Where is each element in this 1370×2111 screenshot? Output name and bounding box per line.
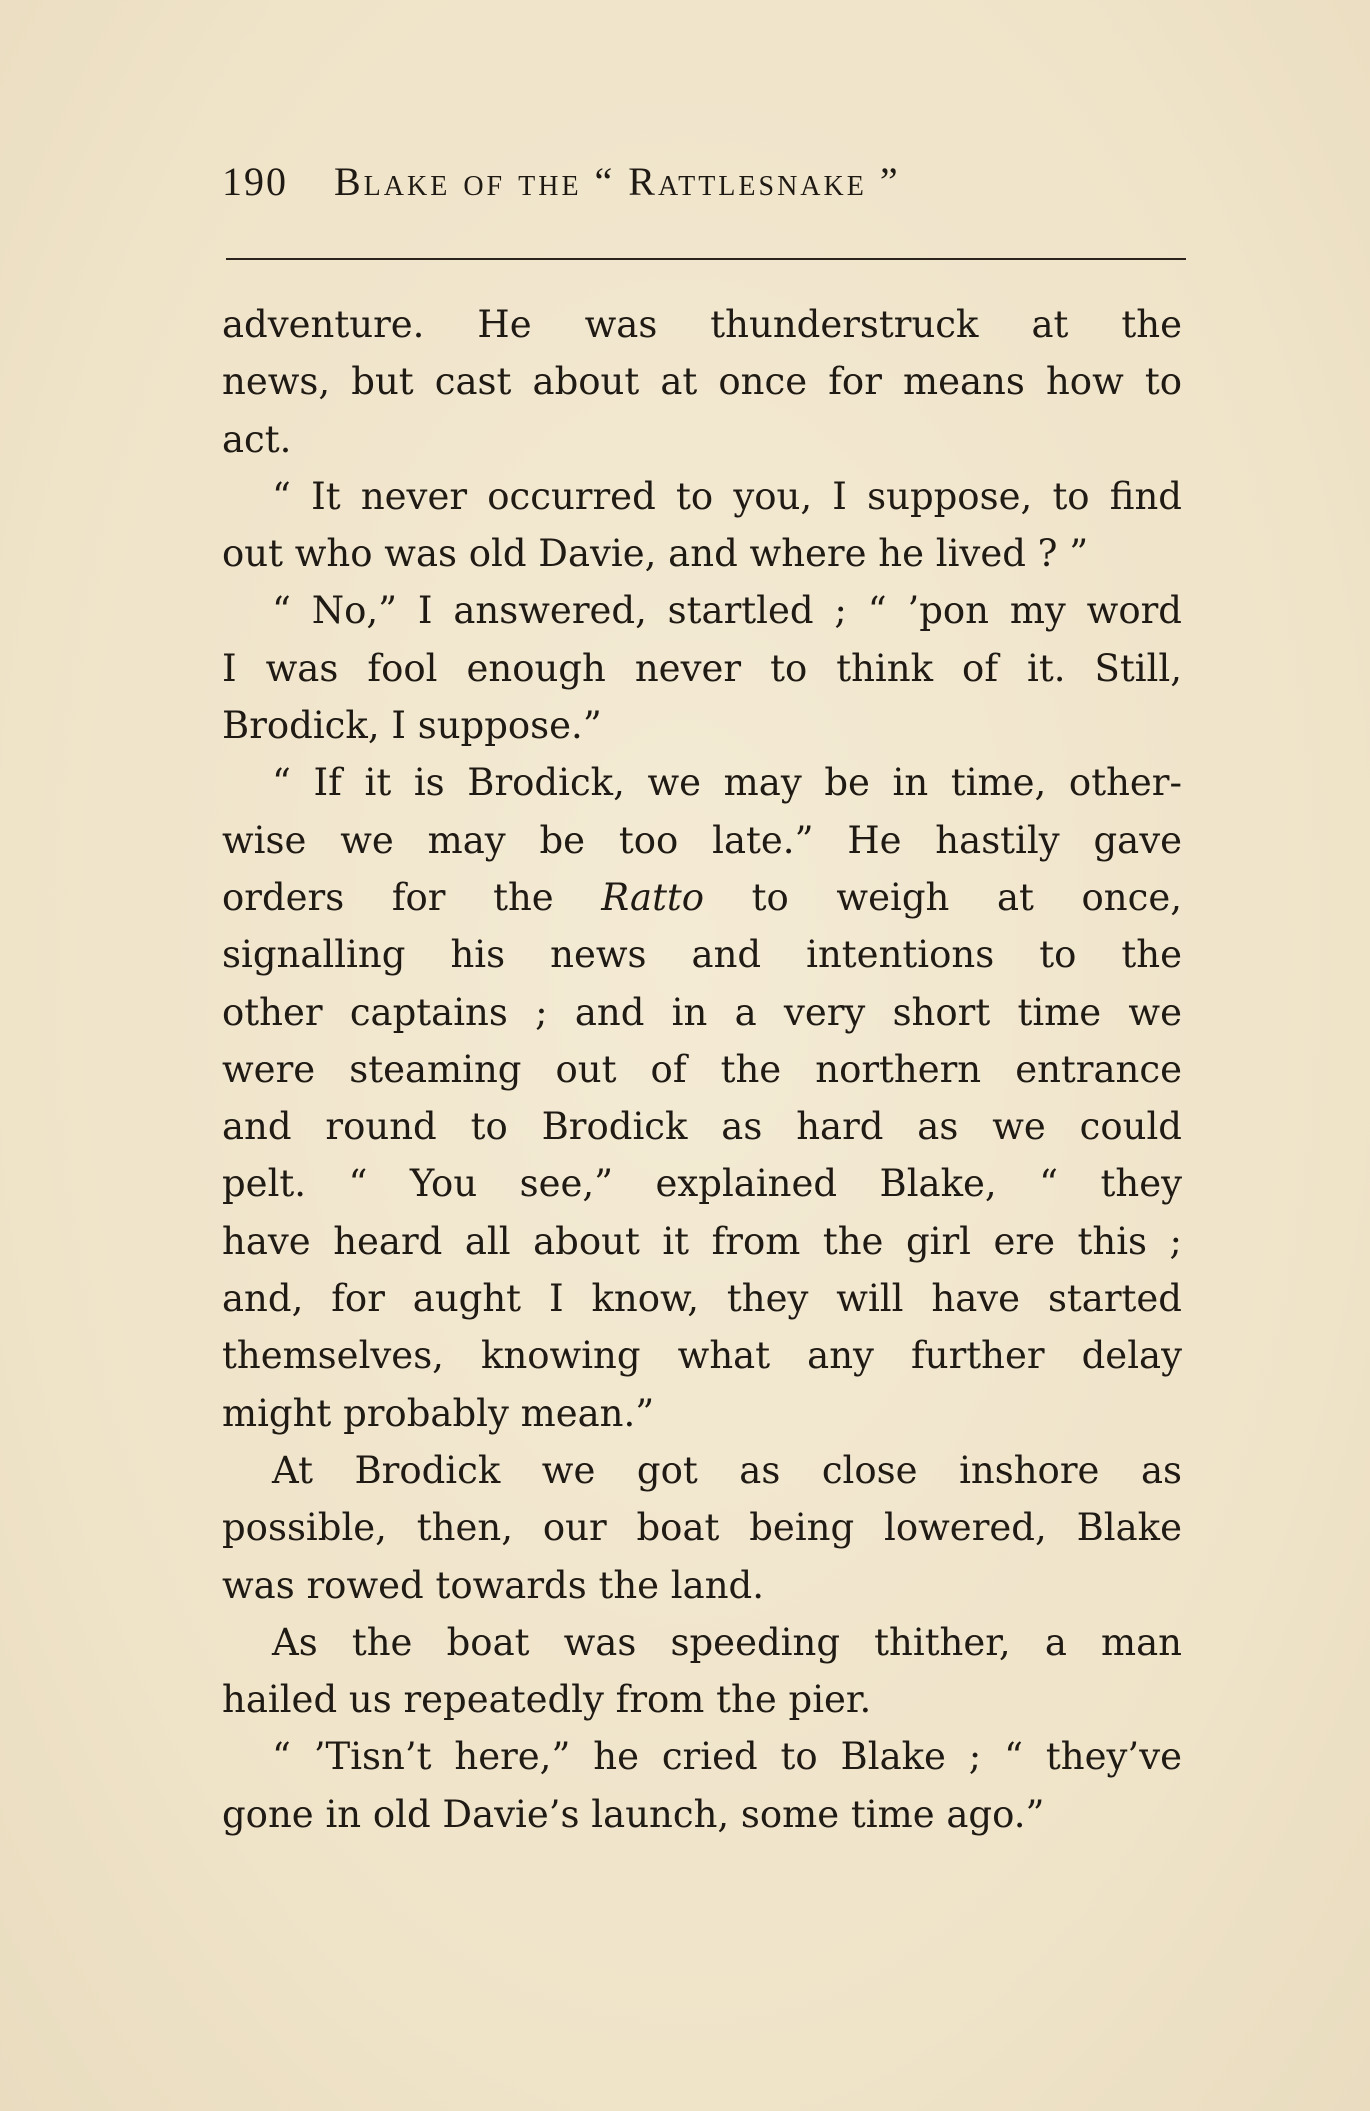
text-line: out who was old Davie, and where he lived ? ” bbox=[222, 532, 1089, 576]
header-rule bbox=[226, 258, 1186, 260]
text-line: other captains ; and in a very short time we bbox=[222, 990, 1182, 1034]
page-number: 190 bbox=[222, 159, 288, 204]
italic-ship-name: Ratto bbox=[601, 875, 705, 919]
text-line: was rowed towards the land. bbox=[222, 1563, 764, 1607]
text-line: pelt. “ You see,” explained Blake, “ they bbox=[222, 1162, 1182, 1206]
body-text bbox=[222, 296, 1182, 1843]
text-line: and, for aught I know, they will have started bbox=[222, 1277, 1182, 1321]
text-line: As the boat was speeding thither, a man bbox=[272, 1620, 1182, 1664]
text-line: “ No,” I answered, startled ; “ ’pon my word bbox=[272, 589, 1182, 633]
text-line: wise we may be too late.” He hastily gave bbox=[222, 818, 1182, 862]
text-line: news, but cast about at once for means how to bbox=[222, 360, 1182, 404]
text-line: “ It never occurred to you, I suppose, to find bbox=[272, 474, 1182, 518]
text-line: might probably mean.” bbox=[222, 1391, 655, 1435]
text-line: gone in old Davie’s launch, some time ago.” bbox=[222, 1792, 1045, 1836]
text-line: I was fool enough never to think of it. Still, bbox=[222, 646, 1182, 690]
text-line-with-italic bbox=[222, 869, 1182, 926]
text-line: act. bbox=[222, 417, 292, 461]
text-line: and round to Brodick as hard as we could bbox=[222, 1105, 1182, 1149]
running-title: Blake of the “ Rattlesnake ” bbox=[334, 159, 901, 204]
text-line: have heard all about it from the girl ere this ; bbox=[222, 1219, 1182, 1263]
text-line: were steaming out of the northern entrance bbox=[222, 1047, 1182, 1091]
text-line: hailed us repeatedly from the pier. bbox=[222, 1678, 872, 1722]
text-line: adventure. He was thunderstruck at the bbox=[222, 303, 1182, 346]
page-header bbox=[222, 158, 1182, 205]
text-line: At Brodick we got as close inshore as bbox=[272, 1448, 1182, 1492]
text-line: possible, then, our boat being lowered, Blake bbox=[222, 1506, 1182, 1550]
text-line: themselves, knowing what any further delay bbox=[222, 1334, 1182, 1378]
text-line: signalling his news and intentions to the bbox=[222, 933, 1182, 977]
text-line: “ If it is Brodick, we may be in time, other- bbox=[272, 761, 1182, 805]
text-segment: to weigh at once, bbox=[704, 875, 1182, 919]
text-line: Brodick, I suppose.” bbox=[222, 704, 602, 748]
text-segment: orders for the bbox=[222, 875, 602, 919]
text-line: “ ’Tisn’t here,” he cried to Blake ; “ they’ve bbox=[272, 1735, 1182, 1779]
